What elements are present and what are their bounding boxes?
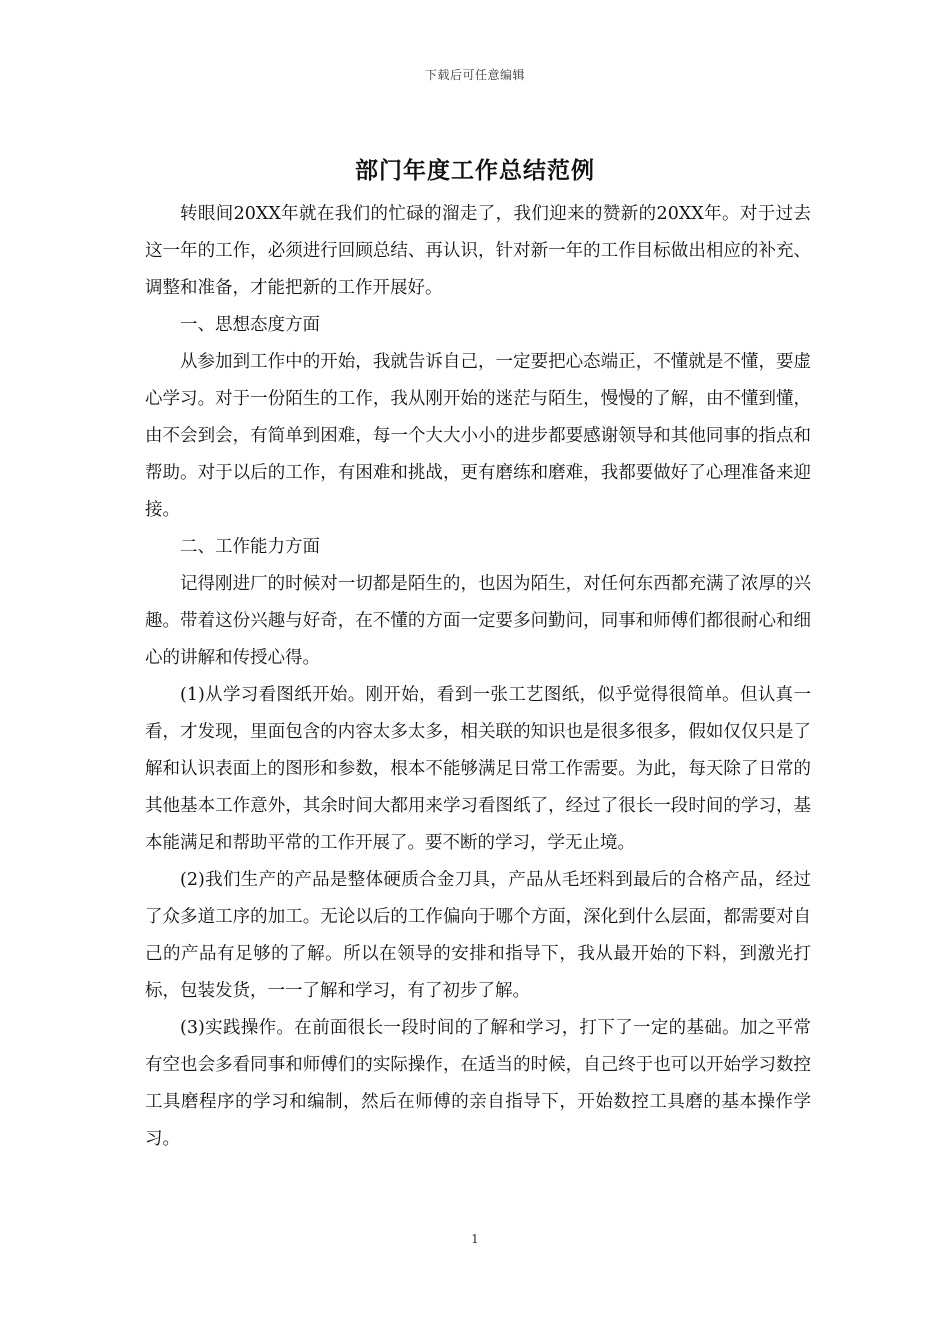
document-title: 部门年度工作总结范例 bbox=[355, 157, 595, 184]
document-body bbox=[145, 196, 811, 1158]
paragraph-item-3: (3)实践操作。在前面很长一段时间的了解和学习，打下了一定的基础。加之平常有空也会多看同事和师傅们的实际操作，在适当的时候，自己终于也可以开始学习数控工具磨程序的学习和编制，然后在师傅的亲自指导下，开始数控工具磨的基本操作学习。 bbox=[145, 1018, 811, 1149]
paragraph-ability: 记得刚进厂的时候对一切都是陌生的，也因为陌生，对任何东西都充满了浓厚的兴趣。带着这份兴趣与好奇，在不懂的方面一定要多问勤问，同事和师傅们都很耐心和细心的讲解和传授心得。 bbox=[145, 574, 811, 668]
section-heading-ability: 二、工作能力方面 bbox=[180, 537, 320, 557]
paragraph-item-2: (2)我们生产的产品是整体硬质合金刀具，产品从毛坯料到最后的合格产品，经过了众多道工序的加工。无论以后的工作偏向于哪个方面，深化到什么层面，都需要对自己的产品有足够的了解。所以在领导的安排和指导下，我从最开始的下料，到激光打标，包装发货，一一了解和学习，有了初步了解。 bbox=[145, 870, 811, 1001]
paragraph-item-1: (1)从学习看图纸开始。刚开始，看到一张工艺图纸，似乎觉得很简单。但认真一看，才发现，里面包含的内容太多太多，相关联的知识也是很多很多，假如仅仅只是了解和认识表面上的图形和参数，根本不能够满足日常工作需要。为此，每天除了日常的其他基本工作意外，其余时间大都用来学习看图纸了，经过了很长一段时间的学习，基本能满足和帮助平常的工作开展了。要不断的学习，学无止境。 bbox=[145, 685, 811, 853]
paragraph-intro: 转眼间20XX年就在我们的忙碌的溜走了，我们迎来的赞新的20XX年。对于过去这一年的工作，必须进行回顾总结、再认识，针对新一年的工作目标做出相应的补充、调整和准备，才能把新的工作开展好。 bbox=[145, 204, 811, 298]
header-note: 下载后可任意编辑 bbox=[424, 68, 525, 82]
section-heading-attitude: 一、思想态度方面 bbox=[180, 315, 320, 335]
page-number: 1 bbox=[471, 1232, 479, 1246]
paragraph-attitude: 从参加到工作中的开始，我就告诉自己，一定要把心态端正，不懂就是不懂，要虚心学习。对于一份陌生的工作，我从刚开始的迷茫与陌生，慢慢的了解，由不懂到懂，由不会到会，有简单到困难，每一个大大小小的进步都要感谢领导和其他同事的指点和帮助。对于以后的工作，有困难和挑战，更有磨练和磨难，我都要做好了心理准备来迎接。 bbox=[145, 352, 811, 520]
